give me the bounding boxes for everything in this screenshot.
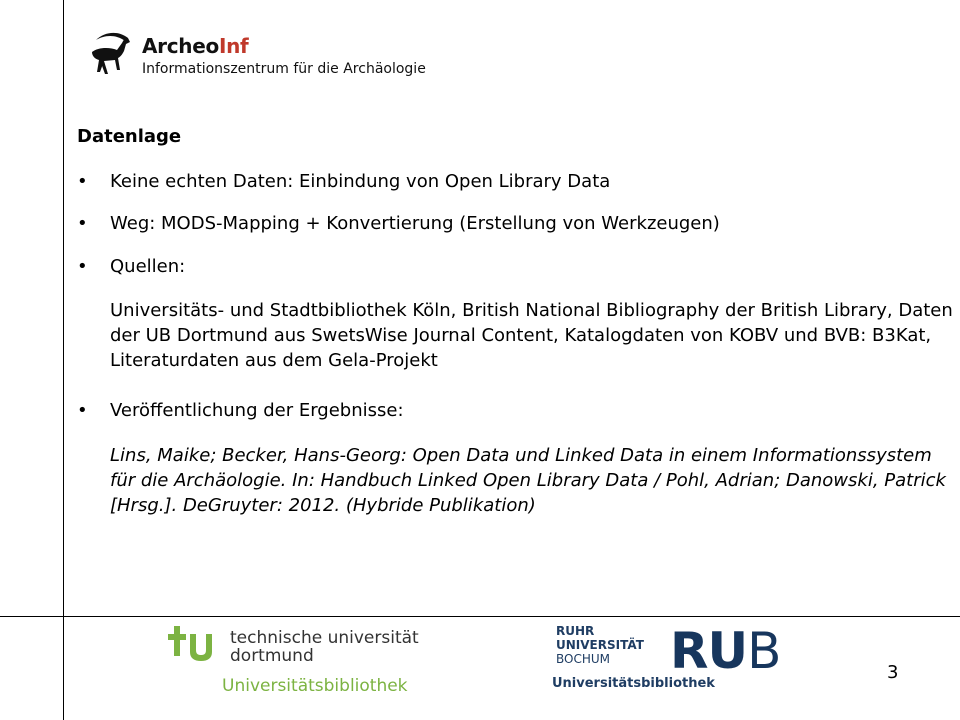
horizontal-rule — [0, 616, 960, 617]
bullet-item — [77, 400, 404, 421]
bullet-item — [77, 256, 185, 277]
ibex-icon — [84, 30, 136, 80]
rub-library-label: Universitätsbibliothek — [552, 676, 715, 691]
bullet-marker: • — [77, 213, 88, 234]
tu-library-label: Universitätsbibliothek — [222, 676, 408, 696]
page-number: 3 — [887, 662, 899, 683]
logo-subtitle: Informationszentrum für die Archäologie — [142, 61, 426, 77]
sources-paragraph: Universitäts- und Stadtbibliothek Köln, British National Bibliography der British Library, Daten der UB Dortmund aus SwetsWise Journal Content, Katalogdaten von KOBV und BVB: B3Kat, Literaturdaten aus dem Gela-Projekt — [110, 300, 953, 371]
vertical-rule — [63, 0, 64, 720]
bullet-item — [77, 213, 720, 234]
rub-logo — [552, 620, 792, 700]
bullet-marker: • — [77, 400, 88, 421]
rub-line1: RUHR — [556, 624, 595, 638]
bullet-text: Weg: MODS-Mapping + Konvertierung (Erstellung von Werkzeugen) — [110, 213, 720, 234]
section-heading: Datenlage — [77, 126, 182, 147]
tu-name-line1: technische universität — [230, 628, 419, 648]
bullet-text: Keine echten Daten: Einbindung von Open Library Data — [110, 171, 611, 192]
rub-line2: UNIVERSITÄT — [556, 638, 644, 652]
tu-mark-icon — [168, 622, 224, 668]
tu-name-line2: dortmund — [230, 646, 314, 666]
bullet-text: Veröffentlichung der Ergebnisse: — [110, 400, 404, 421]
tu-dortmund-logo — [168, 622, 418, 698]
bullet-marker: • — [77, 256, 88, 277]
rub-wordmark: RUB — [670, 622, 781, 680]
logo-title: ArcheoInf — [142, 34, 249, 58]
bullet-item — [77, 171, 610, 192]
bullet-marker: • — [77, 171, 88, 192]
bullet-text: Quellen: — [110, 256, 186, 277]
rub-line3: BOCHUM — [556, 652, 611, 666]
publication-citation: Lins, Maike; Becker, Hans-Georg: Open Data und Linked Data in einem Informationssystem für die Archäologie. In: Handbuch Linked Open Library Data / Pohl, Adrian; Danowski, Patrick [Hrsg.]. DeGruyter: 2012. (Hybride Publikation) — [110, 445, 946, 516]
archeoinf-logo — [84, 30, 444, 90]
